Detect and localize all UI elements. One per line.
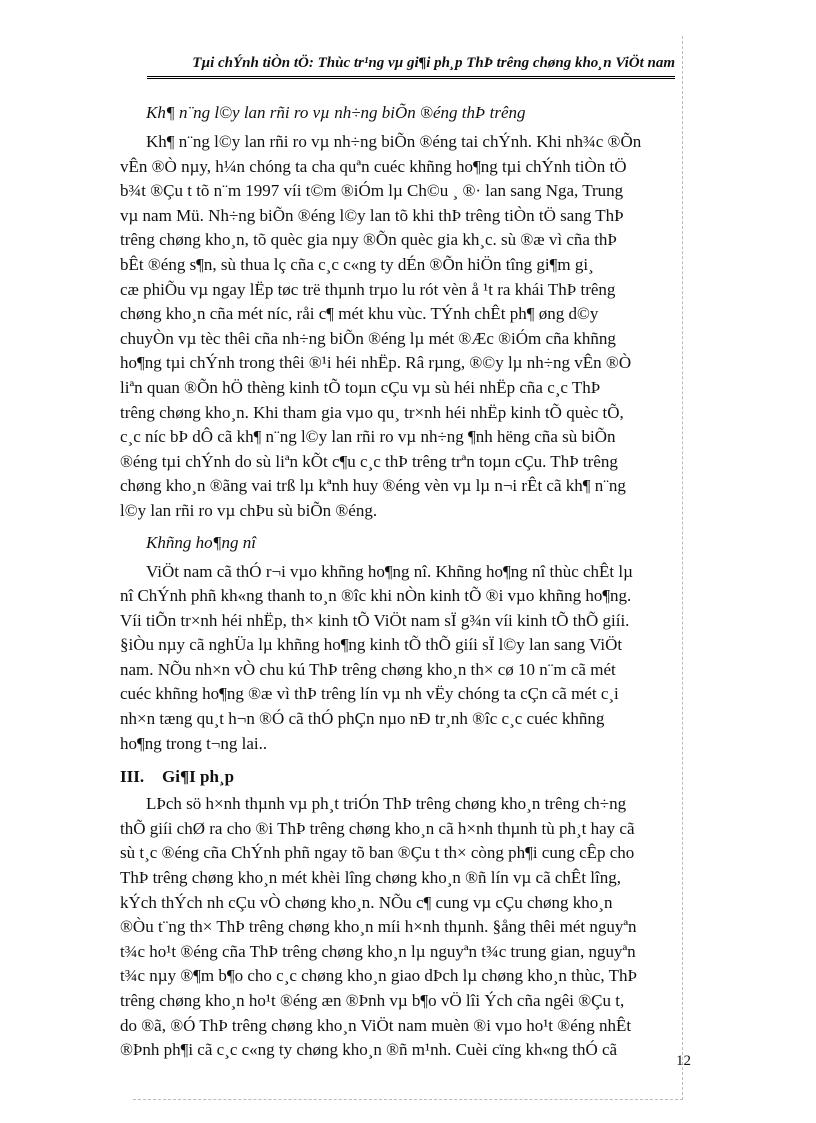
text-line: ho¶ng trong t¬ng lai.. — [120, 733, 268, 753]
text-line: chøng kho¸n ®ãng vai trß lµ kªnh huy ®éng vèn vµ lµ n¬i rÊt cã kh¶ n¨ng — [120, 476, 626, 496]
main-content — [120, 96, 702, 1063]
text-line: ho¶ng tµi chÝnh trong thêi ®¹i héi nhËp. Râ rµng, ®©y lµ nh÷ng vÊn ®Ò — [120, 353, 632, 373]
text-line: ®Þnh ph¶i cã c¸c c«ng ty chøng kho¸n ®ñ m¹nh. Cuèi cïng kh«ng thÓ cã — [120, 1040, 618, 1060]
text-line: do ®ã, ®Ó ThÞ trêng chøng kho¸n ViÖt nam muèn ®i vµo ho¹t ®éng nhÊt — [120, 1015, 632, 1035]
page-number: 12 — [676, 1053, 691, 1069]
text-line: c¸c níc bÞ dÔ cã kh¶ n¨ng l©y lan rñi ro vµ nh÷ng ¶nh hëng cña sù biÕn — [120, 427, 616, 447]
text-line: b¾t ®Çu t tõ n¨m 1997 víi t©m ®iÓm lµ Ch©u ¸ ®· lan sang Nga, Trung — [120, 181, 624, 201]
text-line: trêng chøng kho¸n ho¹t ®éng æn ®Þnh vµ b¶o vÖ lîi Ých cña ngêi ®Çu t, — [120, 991, 625, 1010]
text-line: nam. NÕu nh×n vÒ chu kú ThÞ trêng chøng kho¸n th× cø 10 n¨m cã mét — [120, 659, 616, 679]
section-number: III. — [120, 767, 145, 787]
text-line: ®éng tµi chÝnh do sù liªn kÕt c¶u c¸c thÞ trêng trªn toµn cÇu. ThÞ trêng — [120, 451, 618, 471]
text-line: nî ChÝnh phñ kh«ng thanh to¸n ®îc khi nÒn kinh tÕ ®i vµo khñng ho¶ng. — [120, 586, 632, 606]
text-line: kÝch thÝch nh cÇu vÒ chøng kho¸n. NÕu c¶ cung vµ cÇu chøng kho¸n — [120, 892, 613, 912]
text-line: cuéc khñng ho¶ng ®æ vì thÞ trêng lín vµ nh vËy chóng ta cÇn cã mét c¸i — [120, 684, 619, 704]
paragraph-contagion — [120, 130, 702, 524]
text-line: ®Òu t¨ng th× ThÞ trêng chøng kho¸n míi h×nh thµnh. §ång thêi mét nguyªn — [120, 917, 637, 937]
paragraph-solutions — [120, 792, 702, 1063]
text-line: ThÞ trêng chøng kho¸n mét khèi lîng chøng kho¸n ®ñ lín vµ cã chÊt lîng, — [120, 868, 621, 888]
text-line: LÞch sö h×nh thµnh vµ ph¸t triÓn ThÞ trêng chøng kho¸n trêng ch÷ng — [146, 794, 627, 814]
text-line: t¾c ho¹t ®éng cña ThÞ trêng chøng kho¸n lµ nguyªn t¾c trung gian, nguyªn — [120, 941, 636, 961]
text-line: bÊt ®éng s¶n, sù thua lç cña c¸c c«ng ty dÉn ®Õn hiÖn tîng gi¶m gi¸ — [120, 254, 594, 274]
text-line: vµ nam Mü. Nh÷ng biÕn ®éng l©y lan tõ khi thÞ trêng tiÒn tÖ sang ThÞ — [120, 205, 624, 225]
text-line: nh×n tæng qu¸t h¬n ®Ó cã thÓ phÇn nµo nÐ tr¸nh ®îc c¸c cuéc khñng — [120, 709, 605, 729]
text-line: liªn quan ®Õn hÖ thèng kinh tÕ toµn cÇu vµ sù héi nhËp cña c¸c ThÞ — [120, 377, 601, 397]
text-line: l©y lan rñi ro vµ chÞu sù biÕn ®éng. — [120, 500, 378, 520]
text-line: chøng kho¸n cña mét níc, råi c¶ mét khu vùc. TÝnh chÊt ph¶ øng d©y — [120, 304, 599, 324]
text-line: t¾c nµy ®¶m b¶o cho c¸c chøng kho¸n giao dÞch lµ chøng kho¸n thùc, ThÞ — [120, 966, 637, 986]
text-line: cæ phiÕu vµ ngay lËp tøc trë thµnh trµo lu rót vèn å ¹t ra khái ThÞ trêng — [120, 279, 616, 299]
section-title: Gi¶I ph¸p — [162, 767, 235, 787]
text-line: Kh¶ n¨ng l©y lan rñi ro vµ nh÷ng biÕn ®éng tai chÝnh. Khi nh¾c ®Õn — [146, 132, 642, 151]
text-line: thÕ giíi chØ ra cho ®i ThÞ trêng chøng kho¸n cã h×nh thµnh tù ph¸t hay cã — [120, 818, 635, 838]
text-line: Víi tiÕn tr×nh héi nhËp, th× kinh tÕ ViÖt nam sÏ g¾n víi kinh tÕ thÕ giíi. — [120, 610, 630, 630]
paragraph-debt-crisis — [120, 560, 702, 757]
text-line: sù t¸c ®éng cña ChÝnh phñ ngay tõ ban ®Çu t th× còng ph¶i cung cÊp cho — [120, 843, 635, 863]
text-line: chuyÒn vµ tèc thêi cña nh÷ng biÕn ®éng lµ mét ®Æc ®iÓm cña khñng — [120, 328, 616, 348]
text-line: §iÒu nµy cã nghÜa lµ khñng ho¶ng kinh tÕ thÕ giíi sÏ l©y lan sang ViÖt — [120, 635, 623, 655]
subheading-contagion: Kh¶ n¨ng l©y lan rñi ro vµ nh÷ng biÕn ®éng thÞ trêng — [146, 103, 526, 122]
running-header: Tµi chÝnh tiÒn tÖ: Thùc tr¹ng vµ gi¶i ph¸p ThÞ trêng chøng kho¸n ViÖt nam — [147, 52, 675, 79]
text-line: trêng chøng kho¸n, tõ quèc gia nµy ®Õn quèc gia kh¸c. sù ®æ vì cña thÞ — [120, 230, 617, 250]
text-line: vÊn ®Ò nµy, h¼n chóng ta cha quªn cuéc khñng ho¶ng tµi chÝnh tiÒn tÖ — [120, 156, 627, 176]
section-heading-solutions — [120, 764, 702, 790]
text-line: trêng chøng kho¸n. Khi tham gia vµo qu¸ tr×nh héi nhËp kinh tÕ quèc tÕ, — [120, 402, 624, 422]
subheading-debt-crisis: Khñng ho¶ng nî — [146, 532, 256, 552]
text-line: ViÖt nam cã thÓ r¬i vµo khñng ho¶ng nî. Khñng ho¶ng nî thùc chÊt lµ — [146, 561, 633, 581]
